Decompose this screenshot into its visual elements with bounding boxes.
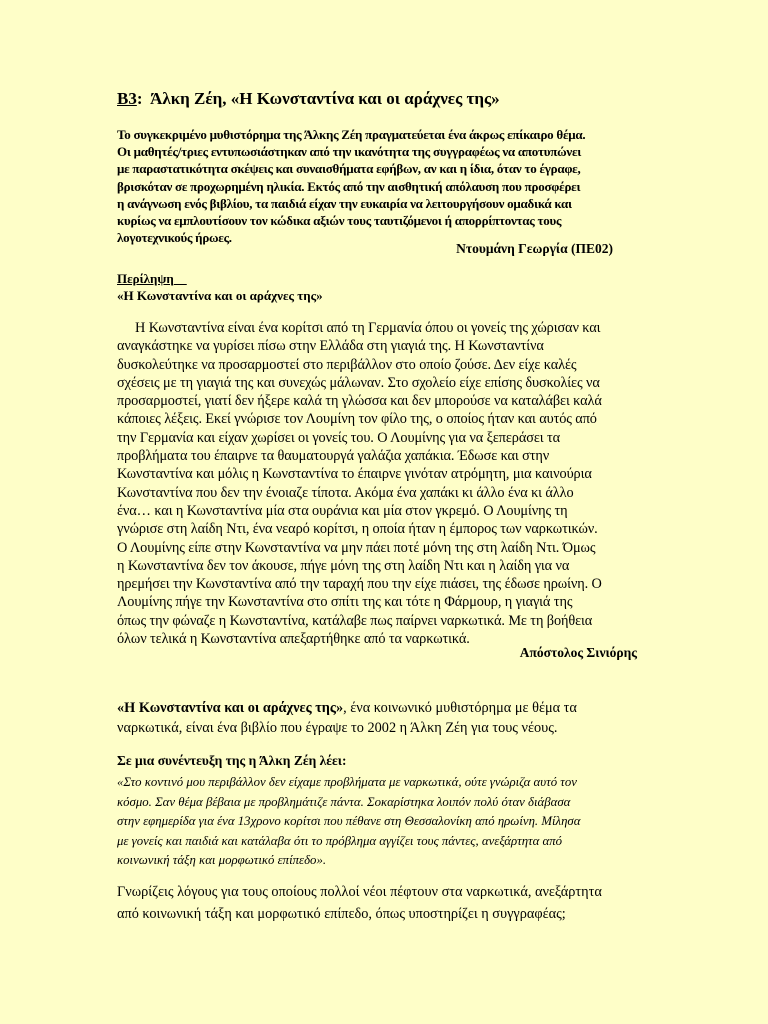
intro-line: λογοτεχνικούς ήρωες. <box>117 230 232 246</box>
page-title: Β3: Άλκη Ζέη, «Η Κωνσταντίνα και οι αράχνες της» <box>117 89 500 108</box>
summary-heading: Περίληψη <box>117 271 174 286</box>
summary-line: προβλήματα του έπαιρνε τα θαυματουργά γαλάζια χαπάκια. Έδωσε και στην <box>117 448 550 465</box>
summary-line: Ο Λουμίνης είπε στην Κωνσταντίνα να μην πάει ποτέ μόνη της στη λαίδη Ντι. Όμως <box>117 539 596 556</box>
summary-line: ηρεμήσει την Κωνσταντίνα από την ταραχή που την είχε πιάσει, της έδωσε ηρωίνη. Ο <box>117 576 602 593</box>
book-description <box>117 698 649 738</box>
intro-paragraph <box>117 126 649 246</box>
interview-heading: Σε μια συνέντευξη της η Άλκη Ζέη λέει: <box>117 753 347 768</box>
intro-line: η ανάγνωση ενός βιβλίου, τα παιδιά είχαν την ευκαιρία να λειτουργήσουν ομαδικά και <box>117 195 572 211</box>
summary-line: η Κωνσταντίνα δεν τον άκουσε, πήγε μόνη της στη λαίδη Ντι και η λαίδη για να <box>117 557 570 574</box>
section-code: Β3 <box>117 89 137 108</box>
quote-line: «Στο κοντινό μου περιβάλλον δεν είχαμε προβλήματα με ναρκωτικά, ούτε γνώριζα αυτό τον <box>117 775 577 789</box>
intro-line: Οι μαθητές/τριες εντυπωσιάστηκαν από την ικανότητα της συγγραφέως να αποτυπώνει <box>117 144 582 160</box>
intro-line: κυρίως να εμπλουτίσουν τον κώδικα αξιών τους ταυτιζόμενοι ή απορρίπτοντας τους <box>117 213 562 229</box>
description-text: , ένα κοινωνικό μυθιστόρημα με θέμα τα <box>343 700 577 716</box>
quote-line: με γονείς και παιδιά και κατάλαβα ότι το πρόβλημα αγγίζει τους πάντες, ανεξάρτητα από <box>117 833 563 848</box>
summary-line: Κωνσταντίνα που δεν την ένοιαζε τίποτα. Ακόμα ένα χαπάκι κι άλλο ένα κι άλλο <box>117 484 574 501</box>
book-title: «Η Κωνσταντίνα και οι αράχνες της» <box>117 700 344 716</box>
summary-line: δυσκολεύτηκε να προσαρμοστεί στο περιβάλλον στο οποίο ζούσε. Δεν είχε καλές <box>117 356 577 373</box>
quote-line: κοινωνική τάξη και μορφωτικό επίπεδο». <box>117 853 327 868</box>
intro-author: Ντουμάνη Γεωργία (ΠΕ02) <box>456 241 613 256</box>
summary-line: όπως την φώναζε η Κωνσταντίνα, κατάλαβε πως παίρνει ναρκωτικά. Με τη βοήθεια <box>117 612 593 629</box>
intro-line: βρισκόταν σε προχωρημένη ηλικία. Εκτός από την αισθητική απόλαυση που προσφέρει <box>117 178 581 194</box>
summary-paragraph <box>117 319 649 648</box>
discussion-question <box>117 881 649 925</box>
summary-line: Η Κωνσταντίνα είναι ένα κορίτσι από τη Γερμανία όπου οι γονείς της χώρισαν και <box>135 320 601 336</box>
summary-author: Απόστολος Σινιόρης <box>519 645 637 660</box>
intro-line: με παραστατικότητα σκέψεις και συναισθήματα εφήβων, αν και η ίδια, όταν το έγραφε, <box>117 161 581 177</box>
summary-line: ένα… και η Κωνσταντίνα μία στα ουράνια και μία στον γκρεμό. Ο Λουμίνης τη <box>117 502 568 519</box>
summary-line: την Γερμανία και είχαν χωρίσει οι γονείς του. Ο Λουμίνης για να ξεπεράσει τα <box>117 429 560 446</box>
summary-line: Κωνσταντίνα και μόλις η Κωνσταντίνα το έπαιρνε γινόταν ατρόμητη, μια καινούρια <box>117 466 592 483</box>
interview-quote <box>117 773 649 871</box>
summary-line: γνώρισε στη λαίδη Ντι, ένα νεαρό κορίτσι, η οποία ήταν η έμπορος των ναρκωτικών. <box>117 521 598 538</box>
question-line: από κοινωνική τάξη και μορφωτικό επίπεδο, όπως υποστηρίζει η συγγραφέας; <box>117 906 566 922</box>
summary-line: κάποιες λέξεις. Εκεί γνώρισε τον Λουμίνη τον φίλο της, ο οποίος ήταν και αυτός από <box>117 411 597 428</box>
summary-line: όλων τελικά η Κωνσταντίνα απεξαρτήθηκε από τα ναρκωτικά. <box>117 631 470 648</box>
summary-line: αναγκάστηκε να γυρίσει πίσω στην Ελλάδα στη γιαγιά της. Η Κωνσταντίνα <box>117 338 544 355</box>
quote-line: κόσμο. Σαν θέμα βέβαια με προβλημάτιζε πάντα. Σοκαρίστηκα λοιπόν πολύ όταν διάβασα <box>117 794 571 809</box>
summary-title: «Η Κωνσταντίνα και οι αράχνες της» <box>117 288 323 303</box>
quote-line: στην εφημερίδα για ένα 13χρονο κορίτσι που πέθανε στη Θεσσαλονίκη από ηρωίνη. Μίλησα <box>117 814 581 829</box>
intro-line: Το συγκεκριμένο μυθιστόρημα της Άλκης Ζέη πραγματεύεται ένα άκρως επίκαιρο θέμα. <box>117 127 586 142</box>
summary-line: προσαρμοστεί, γιατί δεν ήξερε καλά τη γλώσσα και δεν μπορούσε να καταλάβει καλά <box>117 393 602 410</box>
title-text: Άλκη Ζέη, «Η Κωνσταντίνα και οι αράχνες της» <box>150 89 500 108</box>
description-line: ναρκωτικά, είναι ένα βιβλίο που έγραψε το 2002 η Άλκη Ζέη για τους νέους. <box>117 720 558 736</box>
summary-line: Λουμίνης πήγε την Κωνσταντίνα στο σπίτι της και τότε η Φάρμουρ, η γιαγιά της <box>117 594 573 611</box>
summary-header <box>117 270 649 304</box>
summary-line: σχέσεις με τη γιαγιά της και συνεχώς μάλωναν. Στο σχολείο είχε επίσης δυσκολίες να <box>117 374 600 391</box>
question-line: Γνωρίζεις λόγους για τους οποίους πολλοί νέοι πέφτουν στα ναρκωτικά, ανεξάρτητα <box>117 884 602 900</box>
